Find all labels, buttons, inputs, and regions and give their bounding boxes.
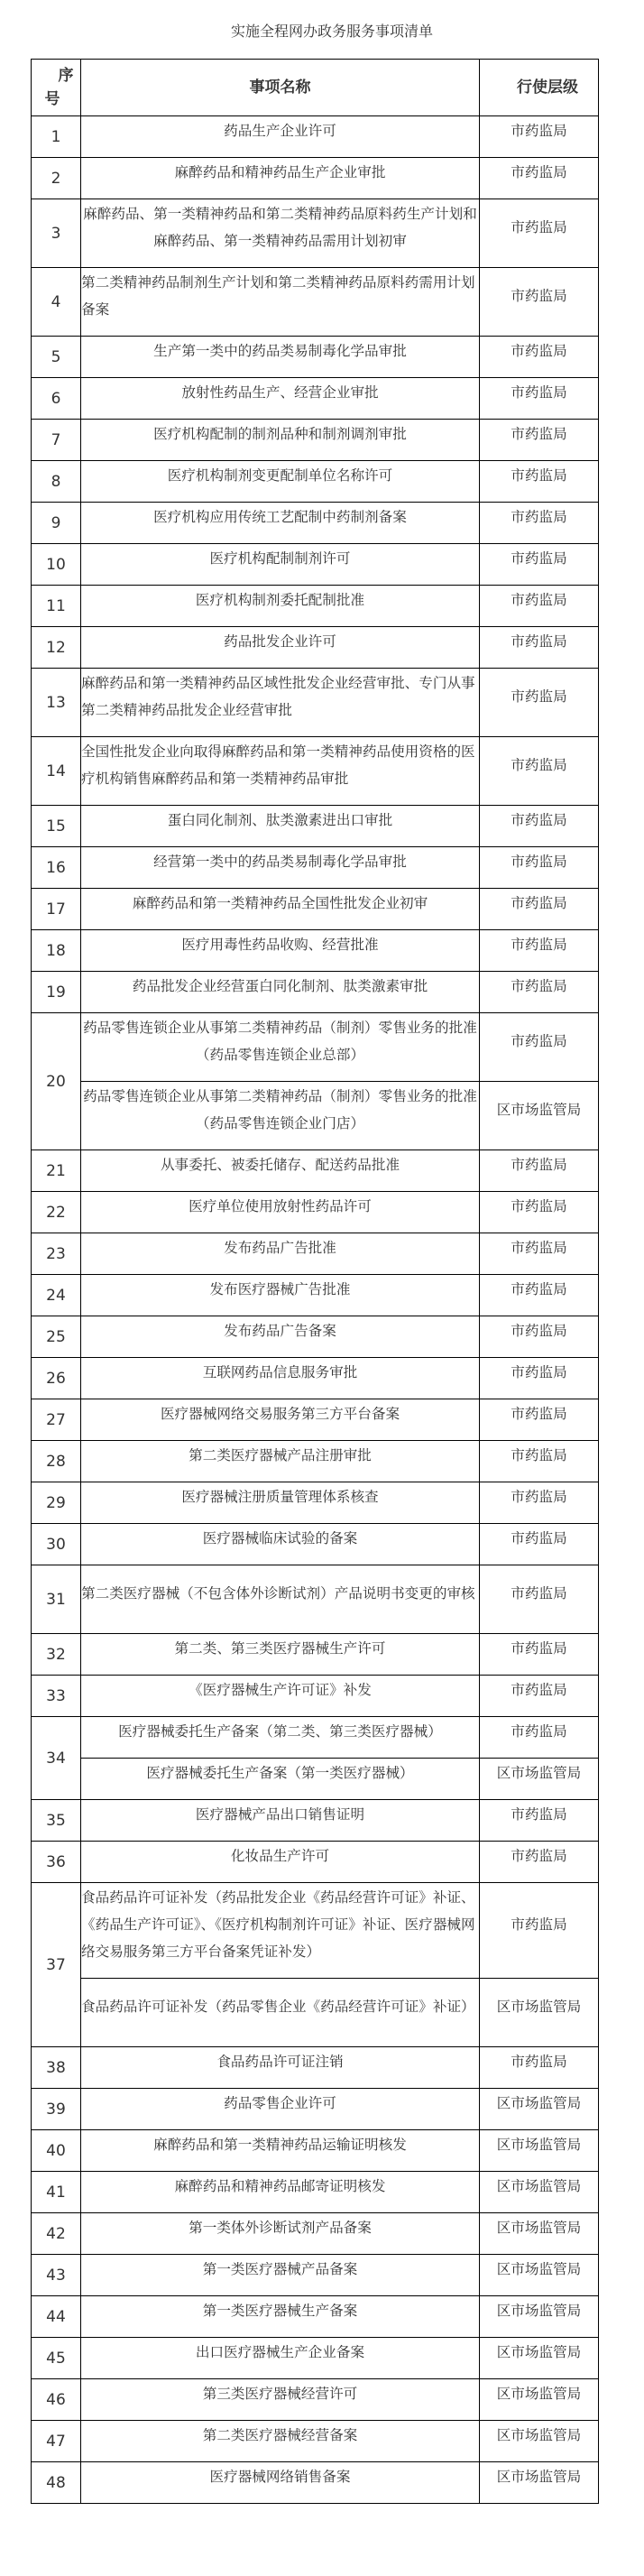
table-row: [32, 1013, 599, 1082]
table-row: [32, 2255, 599, 2296]
row-number: 32: [32, 1634, 81, 1676]
row-number: 34: [32, 1717, 81, 1800]
item-name: 麻醉药品、第一类精神药品和第二类精神药品原料药生产计划和麻醉药品、第一类精神药品需用计划初审: [81, 199, 480, 268]
table-row: [32, 1717, 599, 1759]
row-number: 22: [32, 1192, 81, 1233]
table-row: [32, 1842, 599, 1883]
table-row: [32, 420, 599, 461]
item-level: 市药监局: [480, 586, 599, 627]
table-row: [32, 1759, 599, 1800]
row-number: 17: [32, 889, 81, 930]
item-name: 全国性批发企业向取得麻醉药品和第一类精神药品使用资格的医疗机构销售麻醉药品和第一类精神药品审批: [81, 737, 480, 806]
item-level: 市药监局: [480, 461, 599, 503]
item-level: 区市场监管局: [480, 2338, 599, 2379]
row-number: 26: [32, 1358, 81, 1399]
row-number: 9: [32, 503, 81, 544]
table-row: [32, 627, 599, 669]
item-level: 市药监局: [480, 1233, 599, 1275]
item-level: 市药监局: [480, 420, 599, 461]
table-row: [32, 461, 599, 503]
item-name: 医疗机构制剂委托配制批准: [81, 586, 480, 627]
table-row: [32, 847, 599, 889]
item-level: 市药监局: [480, 2047, 599, 2089]
page-title: 实施全程网办政务服务事项清单: [230, 23, 433, 40]
row-number: 46: [32, 2379, 81, 2421]
row-number: 10: [32, 544, 81, 586]
item-name: 药品零售企业许可: [81, 2089, 480, 2130]
row-number: 21: [32, 1150, 81, 1192]
row-number: 18: [32, 930, 81, 972]
table-row: [32, 1082, 599, 1150]
item-name: 药品零售连锁企业从事第二类精神药品（制剂）零售业务的批准（药品零售连锁企业总部）: [81, 1013, 480, 1082]
item-name: 第二类医疗器械产品注册审批: [81, 1441, 480, 1482]
item-name: 《医疗器械生产许可证》补发: [81, 1676, 480, 1717]
item-level: 区市场监管局: [480, 2421, 599, 2462]
table-row: [32, 1441, 599, 1482]
item-level: 区市场监管局: [480, 2296, 599, 2338]
header-no-line2: 号: [44, 90, 60, 108]
row-number: 33: [32, 1676, 81, 1717]
item-name: 医疗器械网络销售备案: [81, 2462, 480, 2504]
header-no-line1: 序: [58, 67, 74, 85]
item-level: 区市场监管局: [480, 2213, 599, 2255]
item-name: 从事委托、被委托储存、配送药品批准: [81, 1150, 480, 1192]
item-name: 化妆品生产许可: [81, 1842, 480, 1883]
item-name: 第二类医疗器械（不包含体外诊断试剂）产品说明书变更的审核: [81, 1565, 480, 1634]
table-row: [32, 1883, 599, 1979]
row-number: 5: [32, 337, 81, 378]
item-name: 食品药品许可证注销: [81, 2047, 480, 2089]
item-name: 麻醉药品和第一类精神药品全国性批发企业初审: [81, 889, 480, 930]
row-number: 25: [32, 1316, 81, 1358]
row-number: 4: [32, 268, 81, 337]
item-level: 市药监局: [480, 1634, 599, 1676]
item-name: 第二类医疗器械经营备案: [81, 2421, 480, 2462]
item-level: 市药监局: [480, 1883, 599, 1979]
table-row: [32, 1482, 599, 1524]
item-level: 市药监局: [480, 116, 599, 158]
row-number: 2: [32, 158, 81, 199]
item-level: 市药监局: [480, 199, 599, 268]
item-level: 区市场监管局: [480, 2462, 599, 2504]
item-level: 市药监局: [480, 627, 599, 669]
row-number: 31: [32, 1565, 81, 1634]
table-row: [32, 2172, 599, 2213]
item-name: 食品药品许可证补发（药品批发企业《药品经营许可证》补证、《药品生产许可证》、《医疗机构制剂许可证》补证、医疗器械网络交易服务第三方平台备案凭证补发）: [81, 1883, 480, 1979]
row-number: 3: [32, 199, 81, 268]
item-name: 生产第一类中的药品类易制毒化学品审批: [81, 337, 480, 378]
item-name: 出口医疗器械生产企业备案: [81, 2338, 480, 2379]
table-row: [32, 1979, 599, 2047]
table-row: [32, 378, 599, 420]
row-number: 20: [32, 1013, 81, 1150]
table-row: [32, 2379, 599, 2421]
row-number: 28: [32, 1441, 81, 1482]
item-level: 区市场监管局: [480, 2089, 599, 2130]
row-number: 12: [32, 627, 81, 669]
table-row: [32, 1524, 599, 1565]
item-name: 医疗机构配制制剂许可: [81, 544, 480, 586]
row-number: 19: [32, 972, 81, 1013]
item-name: 第一类医疗器械生产备案: [81, 2296, 480, 2338]
row-number: 43: [32, 2255, 81, 2296]
table-row: [32, 544, 599, 586]
item-level: 市药监局: [480, 669, 599, 737]
item-name: 医疗器械网络交易服务第三方平台备案: [81, 1399, 480, 1441]
item-name: 医疗机构制剂变更配制单位名称许可: [81, 461, 480, 503]
item-level: 区市场监管局: [480, 1759, 599, 1800]
item-level: 市药监局: [480, 268, 599, 337]
item-name: 第二类、第三类医疗器械生产许可: [81, 1634, 480, 1676]
row-number: 29: [32, 1482, 81, 1524]
service-items-table: [31, 59, 599, 2504]
row-number: 23: [32, 1233, 81, 1275]
table-body: [32, 116, 599, 2504]
table-row: [32, 2296, 599, 2338]
item-level: 市药监局: [480, 337, 599, 378]
row-number: 36: [32, 1842, 81, 1883]
item-name: 医疗机构应用传统工艺配制中药制剂备案: [81, 503, 480, 544]
item-level: 市药监局: [480, 972, 599, 1013]
item-level: 市药监局: [480, 1441, 599, 1482]
item-level: 市药监局: [480, 1565, 599, 1634]
row-number: 1: [32, 116, 81, 158]
table-row: [32, 806, 599, 847]
item-name: 医疗器械委托生产备案（第二类、第三类医疗器械）: [81, 1717, 480, 1759]
item-level: 市药监局: [480, 889, 599, 930]
row-number: 8: [32, 461, 81, 503]
item-name: 药品批发企业经营蛋白同化制剂、肽类激素审批: [81, 972, 480, 1013]
item-name: 第一类医疗器械产品备案: [81, 2255, 480, 2296]
table-row: [32, 1800, 599, 1842]
table-row: [32, 2089, 599, 2130]
header-level: 行使层级: [480, 60, 599, 116]
table-row: [32, 2213, 599, 2255]
header-no: [32, 60, 81, 116]
item-level: 市药监局: [480, 378, 599, 420]
row-number: 6: [32, 378, 81, 420]
item-level: 市药监局: [480, 1275, 599, 1316]
table-row: [32, 2338, 599, 2379]
item-level: 市药监局: [480, 1013, 599, 1082]
table-row: [32, 2047, 599, 2089]
item-name: 发布医疗器械广告批准: [81, 1275, 480, 1316]
table-row: [32, 2421, 599, 2462]
item-name: 第二类精神药品制剂生产计划和第二类精神药品原料药需用计划备案: [81, 268, 480, 337]
table-row: [32, 2130, 599, 2172]
row-number: 7: [32, 420, 81, 461]
item-level: 市药监局: [480, 1192, 599, 1233]
item-level: 市药监局: [480, 1150, 599, 1192]
table-row: [32, 1358, 599, 1399]
item-level: 区市场监管局: [480, 1979, 599, 2047]
row-number: 14: [32, 737, 81, 806]
item-level: 区市场监管局: [480, 2130, 599, 2172]
item-level: 区市场监管局: [480, 2172, 599, 2213]
row-number: 41: [32, 2172, 81, 2213]
item-name: 医疗用毒性药品收购、经营批准: [81, 930, 480, 972]
item-level: 市药监局: [480, 847, 599, 889]
item-level: 市药监局: [480, 1842, 599, 1883]
table-row: [32, 586, 599, 627]
table-row: [32, 2462, 599, 2504]
row-number: 13: [32, 669, 81, 737]
item-level: 市药监局: [480, 1482, 599, 1524]
item-name: 互联网药品信息服务审批: [81, 1358, 480, 1399]
table-row: [32, 737, 599, 806]
item-name: 医疗单位使用放射性药品许可: [81, 1192, 480, 1233]
item-name: 医疗器械产品出口销售证明: [81, 1800, 480, 1842]
table-row: [32, 1634, 599, 1676]
item-level: 区市场监管局: [480, 2255, 599, 2296]
table-row: [32, 930, 599, 972]
table-row: [32, 199, 599, 268]
table-row: [32, 1275, 599, 1316]
item-level: 市药监局: [480, 1399, 599, 1441]
item-name: 麻醉药品和第一类精神药品区域性批发企业经营审批、专门从事第二类精神药品批发企业经营审批: [81, 669, 480, 737]
row-number: 35: [32, 1800, 81, 1842]
header-name: 事项名称: [81, 60, 480, 116]
table-row: [32, 1192, 599, 1233]
row-number: 40: [32, 2130, 81, 2172]
table-row: [32, 1316, 599, 1358]
item-name: 药品零售连锁企业从事第二类精神药品（制剂）零售业务的批准（药品零售连锁企业门店）: [81, 1082, 480, 1150]
item-level: 区市场监管局: [480, 1082, 599, 1150]
item-name: 发布药品广告批准: [81, 1233, 480, 1275]
item-name: 医疗器械委托生产备案（第一类医疗器械）: [81, 1759, 480, 1800]
table-row: [32, 889, 599, 930]
item-name: 麻醉药品和精神药品邮寄证明核发: [81, 2172, 480, 2213]
item-name: 蛋白同化制剂、肽类激素进出口审批: [81, 806, 480, 847]
item-name: 医疗机构配制的制剂品种和制剂调剂审批: [81, 420, 480, 461]
row-number: 45: [32, 2338, 81, 2379]
row-number: 37: [32, 1883, 81, 2047]
table-row: [32, 1399, 599, 1441]
row-number: 42: [32, 2213, 81, 2255]
item-level: 市药监局: [480, 1524, 599, 1565]
table-row: [32, 503, 599, 544]
item-name: 发布药品广告备案: [81, 1316, 480, 1358]
row-number: 27: [32, 1399, 81, 1441]
row-number: 11: [32, 586, 81, 627]
table-row: [32, 669, 599, 737]
item-name: 第一类体外诊断试剂产品备案: [81, 2213, 480, 2255]
item-level: 区市场监管局: [480, 2379, 599, 2421]
row-number: 15: [32, 806, 81, 847]
item-name: 经营第一类中的药品类易制毒化学品审批: [81, 847, 480, 889]
table-row: [32, 158, 599, 199]
item-level: 市药监局: [480, 737, 599, 806]
row-number: 16: [32, 847, 81, 889]
row-number: 47: [32, 2421, 81, 2462]
row-number: 48: [32, 2462, 81, 2504]
row-number: 38: [32, 2047, 81, 2089]
item-level: 市药监局: [480, 544, 599, 586]
item-name: 麻醉药品和第一类精神药品运输证明核发: [81, 2130, 480, 2172]
row-number: 24: [32, 1275, 81, 1316]
row-number: 44: [32, 2296, 81, 2338]
item-level: 市药监局: [480, 503, 599, 544]
table-row: [32, 1150, 599, 1192]
row-number: 39: [32, 2089, 81, 2130]
table-row: [32, 1676, 599, 1717]
item-level: 市药监局: [480, 1316, 599, 1358]
item-level: 市药监局: [480, 1717, 599, 1759]
item-name: 食品药品许可证补发（药品零售企业《药品经营许可证》补证）: [81, 1979, 480, 2047]
table-row: [32, 268, 599, 337]
item-name: 医疗器械注册质量管理体系核查: [81, 1482, 480, 1524]
table-row: [32, 1233, 599, 1275]
item-name: 药品生产企业许可: [81, 116, 480, 158]
item-level: 市药监局: [480, 1358, 599, 1399]
table-row: [32, 337, 599, 378]
item-level: 市药监局: [480, 1800, 599, 1842]
item-name: 医疗器械临床试验的备案: [81, 1524, 480, 1565]
table-row: [32, 1565, 599, 1634]
item-name: 麻醉药品和精神药品生产企业审批: [81, 158, 480, 199]
item-name: 放射性药品生产、经营企业审批: [81, 378, 480, 420]
item-name: 第三类医疗器械经营许可: [81, 2379, 480, 2421]
item-level: 市药监局: [480, 158, 599, 199]
table-row: [32, 972, 599, 1013]
table-row: [32, 116, 599, 158]
item-name: 药品批发企业许可: [81, 627, 480, 669]
table-header-row: [32, 60, 599, 116]
item-level: 市药监局: [480, 930, 599, 972]
item-level: 市药监局: [480, 1676, 599, 1717]
row-number: 30: [32, 1524, 81, 1565]
item-level: 市药监局: [480, 806, 599, 847]
